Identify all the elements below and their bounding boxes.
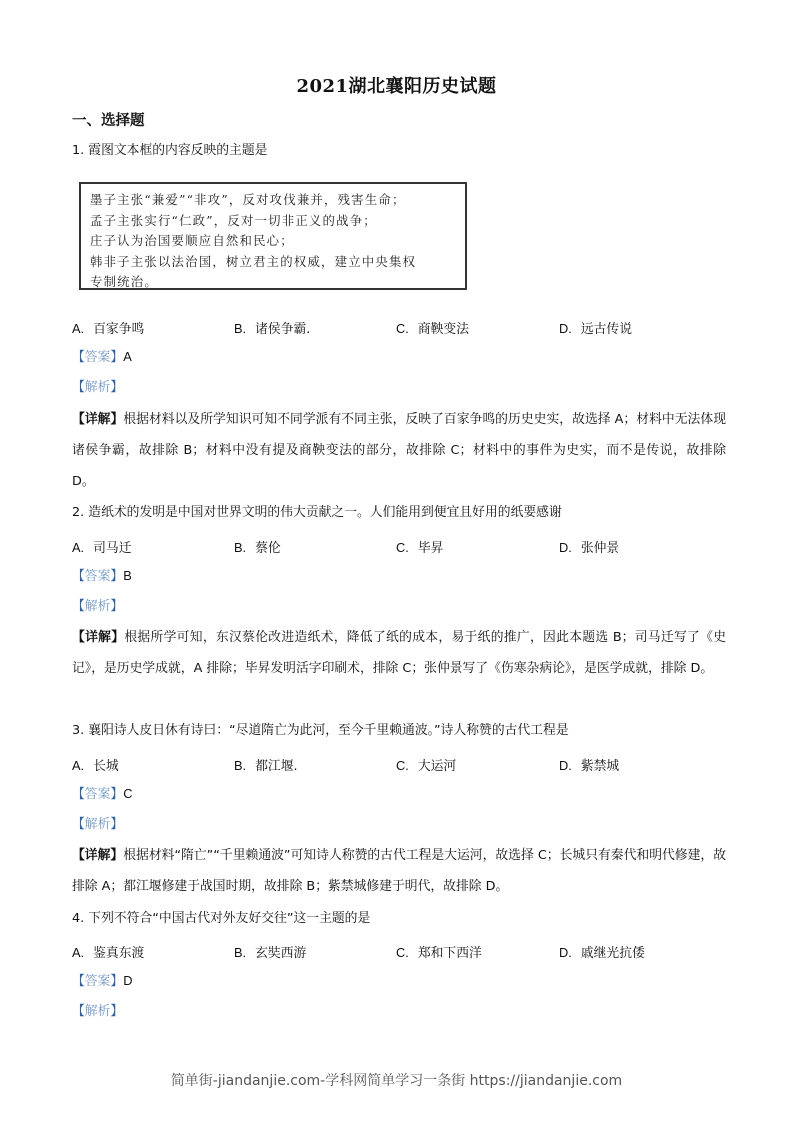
option-c: C. 郑和下西洋 [396,945,482,961]
option-d: D. 远古传说 [559,321,632,337]
footer-watermark: 简单街-jiandanjie.com-学科网简单学习一条街 https://jiandanjie.com [170,1073,623,1089]
question-1-stem: 1. 霞图文本框的内容反映的主题是 [72,143,268,158]
material-line: 墨子主张“兼爱”“非攻”，反对攻伐兼并，残害生命； [90,192,406,207]
question-2-stem: 2. 造纸术的发明是中国对世界文明的伟大贡献之一。人们能用到便宜且好用的纸要感谢 [72,505,562,520]
option-a: A. 长城 [72,758,119,774]
question-1-detail: 【详解】根据材料以及所学知识可知不同学派有不同主张，反映了百家争鸣的历史史实，故选择 A；材料中无法体现诸侯争霸，故排除 B；材料中没有提及商鞅变法的部分，故排除 C；材料中的事件为史实，而不是传说，故排除 D。 [72,412,726,489]
option-d: D. 紫禁城 [559,758,620,774]
option-b: B. 蔡伦 [234,540,281,556]
question-3-stem: 3. 襄阳诗人皮日休有诗曰：“尽道隋亡为此河，至今千里赖通波。”诗人称赞的古代工程是 [72,723,569,738]
answer-line: 【答案】D [72,973,133,989]
answer-value: C [123,786,133,801]
question-4-options [72,942,732,960]
material-line: 庄子认为治国要顺应自然和民心； [90,233,294,248]
option-a: A. 司马迁 [72,540,132,556]
answer-value: A [123,349,132,364]
question-4-stem: 4. 下列不符合“中国古代对外友好交往”这一主题的是 [72,911,371,926]
option-d: D. 张仲景 [559,540,620,556]
question-1-options [72,318,732,336]
question-3-detail: 【详解】根据材料“隋亡”“千里赖通波”可知诗人称赞的古代工程是大运河，故选择 C；长城只有秦代和明代修建，故排除 A；都江堰修建于战国时期，故排除 B；紫禁城修建于明代，故排除 D。 [72,848,727,894]
option-c: C. 大运河 [396,758,457,774]
option-b: B. 玄奘西游 [234,945,307,961]
option-a: A. 鉴真东渡 [72,945,145,961]
option-d: D. 戚继光抗倭 [559,945,645,961]
page-title: 2021湖北襄阳历史试题 [296,76,497,97]
material-line: 韩非子主张以法治国，树立君主的权威，建立中央集权 [90,253,417,269]
material-line: 孟子主张实行“仁政”，反对一切非正义的战争； [90,212,377,228]
section-heading: 一、选择题 [72,113,145,129]
answer-value: D [123,973,133,988]
material-text-box [79,182,467,290]
answer-line: 【答案】C [72,786,133,802]
option-b: B. 都江堰. [234,758,298,774]
analysis-label: 【解析】 [72,380,124,395]
question-2-options [72,537,732,555]
analysis-label: 【解析】 [72,817,124,832]
option-a: A. 百家争鸣 [72,321,145,337]
answer-line: 【答案】B [72,568,132,584]
answer-value: B [123,568,132,583]
question-3-options [72,755,732,773]
analysis-label: 【解析】 [72,599,124,614]
material-line: 专制统治。 [90,274,158,289]
question-2-detail: 【详解】根据所学可知，东汉蔡伦改进造纸术，降低了纸的成本，易于纸的推广，因此本题选 B；司马迁写了《史记》，是历史学成就，A 排除；毕昇发明活字印刷术，排除 C；张仲景写了《伤寒杂病论》，是医学成就，排除 D。 [72,630,726,676]
answer-line: 【答案】A [72,349,132,365]
option-c: C. 毕昇 [396,540,444,556]
analysis-label: 【解析】 [72,1004,124,1019]
option-b: B. 诸侯争霸. [234,321,311,337]
option-c: C. 商鞅变法 [396,321,469,337]
